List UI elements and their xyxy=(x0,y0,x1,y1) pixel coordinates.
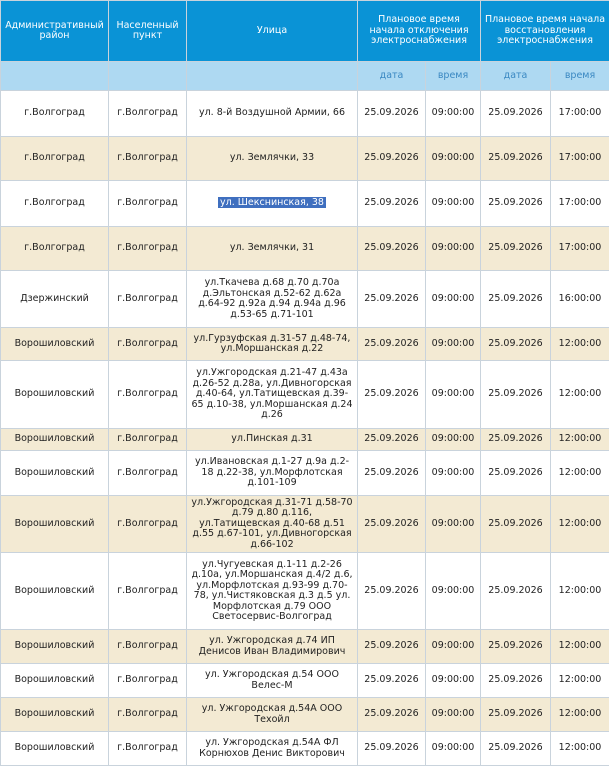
table-row xyxy=(1,137,609,181)
cell-off-time: 09:00:00 xyxy=(426,328,481,361)
cell-locality: г.Волгоград xyxy=(109,698,187,732)
cell-on-time: 12:00:00 xyxy=(551,664,609,698)
cell-on-date: 25.09.2026 xyxy=(481,429,551,451)
cell-off-time: 09:00:00 xyxy=(426,496,481,553)
cell-off-time: 09:00:00 xyxy=(426,664,481,698)
cell-locality: г.Волгоград xyxy=(109,732,187,766)
cell-off-time: 09:00:00 xyxy=(426,630,481,664)
cell-off-date: 25.09.2026 xyxy=(358,451,426,496)
cell-off-date: 25.09.2026 xyxy=(358,496,426,553)
cell-locality: г.Волгоград xyxy=(109,451,187,496)
cell-district: Ворошиловский xyxy=(1,361,109,429)
subheader-empty xyxy=(1,62,109,91)
cell-on-time: 12:00:00 xyxy=(551,496,609,553)
cell-locality: г.Волгоград xyxy=(109,429,187,451)
cell-off-time: 09:00:00 xyxy=(426,91,481,137)
cell-district: Ворошиловский xyxy=(1,630,109,664)
cell-off-date: 25.09.2026 xyxy=(358,137,426,181)
cell-on-date: 25.09.2026 xyxy=(481,361,551,429)
cell-on-date: 25.09.2026 xyxy=(481,271,551,328)
table-row xyxy=(1,451,609,496)
cell-locality: г.Волгоград xyxy=(109,328,187,361)
subheader-on-date: дата xyxy=(481,62,551,91)
cell-off-time: 09:00:00 xyxy=(426,361,481,429)
cell-on-time: 12:00:00 xyxy=(551,732,609,766)
cell-street: ул. Ужгородская д.74 ИП Денисов Иван Владимирович xyxy=(187,630,358,664)
cell-street: ул.Ивановская д.1-27 д.9а д.2-18 д.22-38, ул.Морфлотская д.101-109 xyxy=(187,451,358,496)
cell-district: Дзержинский xyxy=(1,271,109,328)
cell-on-time: 12:00:00 xyxy=(551,698,609,732)
cell-off-time: 09:00:00 xyxy=(426,451,481,496)
cell-on-date: 25.09.2026 xyxy=(481,91,551,137)
subheader-on-time: время xyxy=(551,62,609,91)
cell-off-time: 09:00:00 xyxy=(426,181,481,227)
table-header xyxy=(1,1,609,91)
cell-off-time: 09:00:00 xyxy=(426,271,481,328)
cell-on-time: 17:00:00 xyxy=(551,181,609,227)
col-on-group: Плановое время начала восстановления электроснабжения xyxy=(481,1,609,62)
table-row xyxy=(1,429,609,451)
cell-off-date: 25.09.2026 xyxy=(358,732,426,766)
cell-locality: г.Волгоград xyxy=(109,664,187,698)
cell-street: ул. Ужгородская д.54А ООО Техойл xyxy=(187,698,358,732)
cell-on-time: 17:00:00 xyxy=(551,137,609,181)
cell-off-date: 25.09.2026 xyxy=(358,630,426,664)
cell-on-date: 25.09.2026 xyxy=(481,553,551,630)
col-street: Улица xyxy=(187,1,358,62)
table-row xyxy=(1,361,609,429)
cell-locality: г.Волгоград xyxy=(109,271,187,328)
table-row xyxy=(1,630,609,664)
cell-locality: г.Волгоград xyxy=(109,553,187,630)
cell-off-time: 09:00:00 xyxy=(426,698,481,732)
cell-on-date: 25.09.2026 xyxy=(481,496,551,553)
cell-on-date: 25.09.2026 xyxy=(481,137,551,181)
cell-street xyxy=(187,181,358,227)
cell-district: Ворошиловский xyxy=(1,732,109,766)
cell-off-date: 25.09.2026 xyxy=(358,664,426,698)
cell-off-date: 25.09.2026 xyxy=(358,271,426,328)
cell-off-date: 25.09.2026 xyxy=(358,361,426,429)
cell-on-date: 25.09.2026 xyxy=(481,664,551,698)
cell-on-time: 12:00:00 xyxy=(551,429,609,451)
cell-locality: г.Волгоград xyxy=(109,630,187,664)
cell-off-time: 09:00:00 xyxy=(426,553,481,630)
cell-district: Ворошиловский xyxy=(1,698,109,732)
table-body xyxy=(1,91,609,766)
cell-district: Ворошиловский xyxy=(1,451,109,496)
selected-text[interactable]: ул. Шекснинская, 38 xyxy=(218,197,326,208)
cell-on-time: 17:00:00 xyxy=(551,91,609,137)
cell-street: ул.Чугуевская д.1-11 д.2-26 д.10а, ул.Моршанская д.4/2 д.6, ул.Морфлотская д.93-99 д.70-78, ул.Чистяковская д.3 д.5 ул. Морфлотская д.79 ООО Светосервис-Волгоград xyxy=(187,553,358,630)
cell-on-time: 17:00:00 xyxy=(551,227,609,271)
cell-on-time: 12:00:00 xyxy=(551,630,609,664)
cell-street: ул.Пинская д.31 xyxy=(187,429,358,451)
table-row xyxy=(1,328,609,361)
table-row xyxy=(1,698,609,732)
cell-street: ул.Ужгородская д.31-71 д.58-70 д.79 д.80 д.116, ул.Татищевская д.40-68 д.51 д.55 д.67-101, ул.Дивногорская д.66-102 xyxy=(187,496,358,553)
table-row xyxy=(1,227,609,271)
cell-street: ул.Ужгородская д.21-47 д.43а д.26-52 д.28а, ул.Дивногорская д.40-64, ул.Татищевская д.39-65 д.10-38, ул.Моршанская д.24 д.26 xyxy=(187,361,358,429)
cell-locality: г.Волгоград xyxy=(109,181,187,227)
cell-locality: г.Волгоград xyxy=(109,496,187,553)
cell-district: Ворошиловский xyxy=(1,328,109,361)
cell-off-date: 25.09.2026 xyxy=(358,227,426,271)
cell-district: г.Волгоград xyxy=(1,227,109,271)
cell-street: ул. 8-й Воздушной Армии, 66 xyxy=(187,91,358,137)
subheader-off-date: дата xyxy=(358,62,426,91)
cell-district: г.Волгоград xyxy=(1,91,109,137)
cell-on-time: 12:00:00 xyxy=(551,328,609,361)
cell-on-date: 25.09.2026 xyxy=(481,732,551,766)
cell-district: Ворошиловский xyxy=(1,664,109,698)
cell-street: ул. Землячки, 33 xyxy=(187,137,358,181)
col-off-group: Плановое время начала отключения электроснабжения xyxy=(358,1,481,62)
cell-street: ул.Ткачева д.68 д.70 д.70а д.Эльтонская д.52-62 д.62а д.64-92 д.92а д.94 д.94а д.96 д.53-65 д.71-101 xyxy=(187,271,358,328)
cell-on-date: 25.09.2026 xyxy=(481,451,551,496)
col-district: Административный район xyxy=(1,1,109,62)
cell-off-date: 25.09.2026 xyxy=(358,553,426,630)
cell-district: Ворошиловский xyxy=(1,553,109,630)
cell-on-date: 25.09.2026 xyxy=(481,328,551,361)
cell-off-date: 25.09.2026 xyxy=(358,328,426,361)
cell-on-date: 25.09.2026 xyxy=(481,227,551,271)
cell-on-time: 12:00:00 xyxy=(551,553,609,630)
cell-street: ул. Землячки, 31 xyxy=(187,227,358,271)
cell-district: г.Волгоград xyxy=(1,137,109,181)
cell-on-time: 12:00:00 xyxy=(551,451,609,496)
cell-locality: г.Волгоград xyxy=(109,361,187,429)
cell-district: г.Волгоград xyxy=(1,181,109,227)
cell-off-date: 25.09.2026 xyxy=(358,91,426,137)
cell-street: ул.Гурзуфская д.31-57 д.48-74, ул.Моршанская д.22 xyxy=(187,328,358,361)
table-row xyxy=(1,553,609,630)
cell-street: ул. Ужгородская д.54 ООО Велес-М xyxy=(187,664,358,698)
cell-locality: г.Волгоград xyxy=(109,137,187,181)
cell-district: Ворошиловский xyxy=(1,429,109,451)
cell-on-time: 16:00:00 xyxy=(551,271,609,328)
table-row xyxy=(1,181,609,227)
table-row xyxy=(1,271,609,328)
cell-off-time: 09:00:00 xyxy=(426,227,481,271)
cell-off-time: 09:00:00 xyxy=(426,429,481,451)
cell-district: Ворошиловский xyxy=(1,496,109,553)
cell-off-date: 25.09.2026 xyxy=(358,698,426,732)
subheader-empty xyxy=(187,62,358,91)
cell-off-date: 25.09.2026 xyxy=(358,429,426,451)
col-locality: Населенный пункт xyxy=(109,1,187,62)
subheader-off-time: время xyxy=(426,62,481,91)
cell-street: ул. Ужгородская д.54А ФЛ Корнюхов Денис Викторович xyxy=(187,732,358,766)
table-row xyxy=(1,664,609,698)
subheader-empty xyxy=(109,62,187,91)
table-row xyxy=(1,496,609,553)
cell-on-date: 25.09.2026 xyxy=(481,181,551,227)
cell-on-date: 25.09.2026 xyxy=(481,698,551,732)
cell-locality: г.Волгоград xyxy=(109,227,187,271)
cell-off-time: 09:00:00 xyxy=(426,137,481,181)
cell-off-time: 09:00:00 xyxy=(426,732,481,766)
table-row xyxy=(1,732,609,766)
table-row xyxy=(1,91,609,137)
cell-on-time: 12:00:00 xyxy=(551,361,609,429)
cell-locality: г.Волгоград xyxy=(109,91,187,137)
cell-on-date: 25.09.2026 xyxy=(481,630,551,664)
cell-off-date: 25.09.2026 xyxy=(358,181,426,227)
